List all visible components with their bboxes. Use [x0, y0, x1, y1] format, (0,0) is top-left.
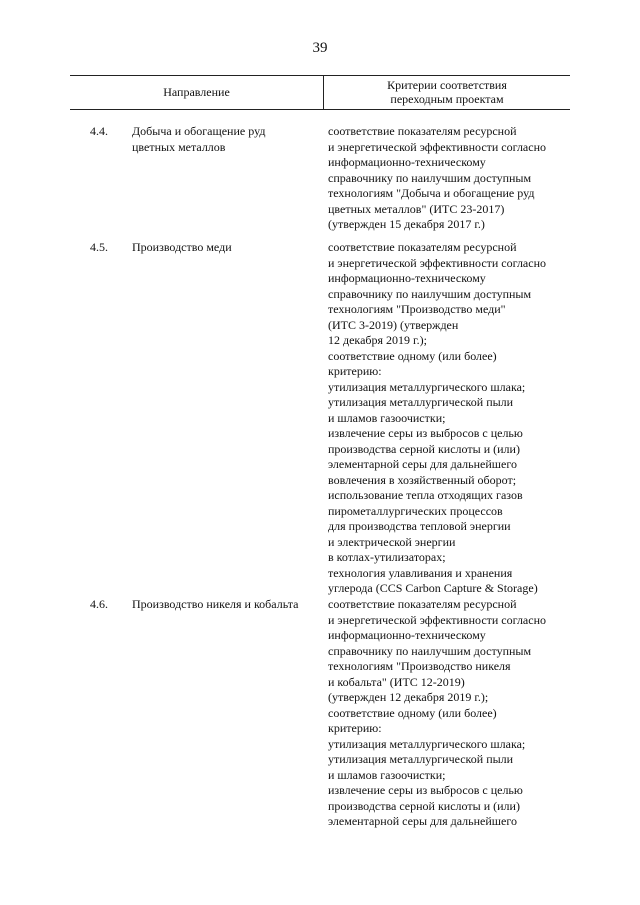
criteria-line: и шламов газоочистки;: [328, 767, 446, 782]
criteria-line: информационно-техническому: [328, 628, 486, 642]
criteria-line: информационно-техническому: [328, 155, 486, 169]
criteria-line: соответствие показателям ресурсной: [328, 597, 517, 611]
criteria-line: в котлах-утилизаторах;: [328, 550, 446, 564]
criteria-line: критерию:: [328, 364, 382, 378]
row-number: 4.6.: [90, 597, 108, 611]
criteria-line: и энергетической эффективности согласно: [328, 612, 547, 627]
criteria-line: соответствие одному (или более): [328, 348, 497, 363]
criteria-line: производства серной кислоты и (или): [328, 441, 520, 456]
row-direction: [132, 597, 322, 613]
header-criteria: [324, 78, 570, 106]
criteria-line: справочнику по наилучшим доступным: [328, 643, 532, 658]
criteria-line: и кобальта" (ИТС 12-2019): [328, 674, 465, 689]
criteria-line: (утвержден 15 декабря 2017 г.): [328, 217, 485, 231]
criteria-line: пирометаллургических процессов: [328, 503, 503, 518]
row-criteria: [328, 597, 578, 830]
criteria-line: соответствие показателям ресурсной: [328, 240, 517, 254]
criteria-line: соответствие одному (или более): [328, 705, 497, 720]
criteria-line: элементарной серы для дальнейшего: [328, 814, 517, 828]
direction-line: Добыча и обогащение руд: [132, 124, 266, 138]
criteria-line: критерию:: [328, 721, 382, 735]
criteria-line: извлечение серы из выбросов с целью: [328, 783, 523, 797]
criteria-line: утилизация металлургической пыли: [328, 395, 514, 409]
criteria-line: и энергетической эффективности согласно: [328, 139, 547, 154]
criteria-line: и энергетической эффективности согласно: [328, 255, 547, 270]
criteria-line: для производства тепловой энергии: [328, 519, 511, 533]
criteria-line: справочнику по наилучшим доступным: [328, 286, 532, 301]
criteria-line: использование тепла отходящих газов: [328, 488, 523, 502]
criteria-line: и электрической энергии: [328, 534, 456, 549]
criteria-line: и шламов газоочистки;: [328, 410, 446, 425]
criteria-line: информационно-техническому: [328, 271, 486, 285]
criteria-line: элементарной серы для дальнейшего: [328, 457, 517, 471]
criteria-line: технология улавливания и хранения: [328, 565, 513, 580]
criteria-line: утилизация металлургического шлака;: [328, 736, 526, 751]
criteria-line: технологиям "Производство меди": [328, 302, 506, 316]
row-number: 4.5.: [90, 240, 108, 254]
criteria-line: справочнику по наилучшим доступным: [328, 170, 532, 185]
direction-line: Производство меди: [132, 240, 232, 254]
criteria-line: углерода (CCS Carbon Capture & Storage): [328, 581, 538, 595]
table-header: [70, 75, 570, 110]
row-number: 4.4.: [90, 124, 108, 138]
criteria-line: вовлечения в хозяйственный оборот;: [328, 472, 517, 487]
page-number: 39: [312, 40, 328, 56]
criteria-line: утилизация металлургической пыли: [328, 752, 514, 766]
criteria-line: извлечение серы из выбросов с целью: [328, 426, 523, 440]
criteria-line: 12 декабря 2019 г.);: [328, 333, 427, 347]
criteria-line: утилизация металлургического шлака;: [328, 379, 526, 394]
row-direction: [132, 240, 322, 256]
criteria-line: производства серной кислоты и (или): [328, 798, 520, 813]
criteria-line: (ИТС 3-2019) (утвержден: [328, 317, 459, 332]
row-direction: [132, 124, 322, 155]
row-criteria: [328, 240, 578, 597]
row-criteria: [328, 124, 578, 233]
criteria-line: цветных металлов" (ИТС 23-2017): [328, 201, 505, 216]
header-criteria-line: переходным проектам: [390, 92, 504, 106]
direction-line: Производство никеля и кобальта: [132, 597, 299, 611]
criteria-line: соответствие показателям ресурсной: [328, 124, 517, 138]
criteria-line: (утвержден 12 декабря 2019 г.);: [328, 690, 489, 704]
direction-line: цветных металлов: [132, 139, 226, 154]
header-direction: Направление: [163, 85, 230, 99]
header-criteria-line: Критерии соответствия: [387, 78, 507, 92]
criteria-line: технологиям "Добыча и обогащение руд: [328, 186, 535, 200]
criteria-line: технологиям "Производство никеля: [328, 659, 511, 673]
